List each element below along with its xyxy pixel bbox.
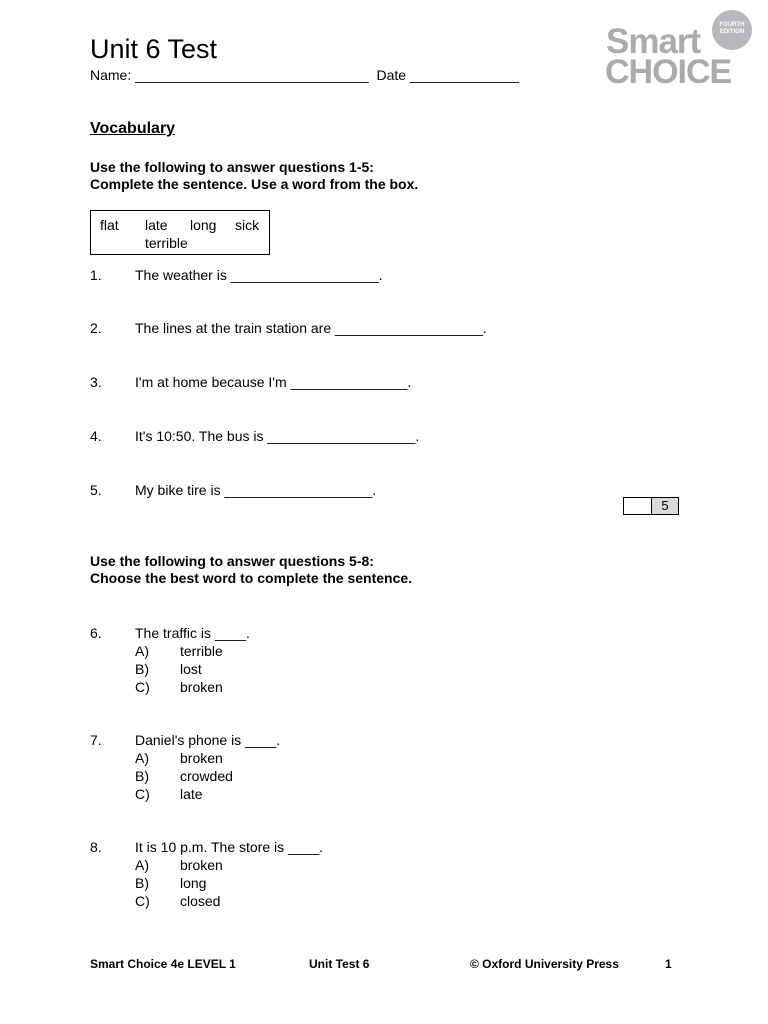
part1-instruction-line1: Use the following to answer questions 1-5:: [90, 159, 374, 175]
option-text: broken: [180, 857, 223, 873]
smart-choice-logo: [604, 10, 754, 90]
badge-line1: FOURTH: [719, 22, 745, 28]
date-blank: ______________: [409, 67, 519, 83]
option-text: lost: [180, 661, 202, 677]
word-box-item: long: [190, 217, 217, 233]
word-box-item: flat: [100, 217, 119, 233]
footer-unit: Unit Test 6: [309, 957, 370, 971]
question-text: Daniel's phone is ____.: [135, 732, 281, 748]
option-text: late: [180, 786, 203, 802]
question-number: 2.: [90, 320, 102, 336]
logo-word-choice: CHOICE: [605, 53, 732, 91]
option-letter: B): [135, 875, 149, 891]
question-number: 1.: [90, 267, 102, 283]
question-number: 8.: [90, 839, 102, 855]
question-text: The weather is ___________________.: [135, 267, 383, 283]
question-text: The lines at the train station are ___________________.: [135, 320, 487, 336]
name-label: Name:: [90, 67, 136, 83]
option-letter: C): [135, 679, 150, 695]
option-letter: C): [135, 893, 150, 909]
part2-instruction-line2: Choose the best word to complete the sentence.: [90, 570, 413, 586]
option-text: broken: [180, 679, 223, 695]
part2-instruction-line1: Use the following to answer questions 5-8:: [90, 553, 374, 569]
question-number: 5.: [90, 482, 102, 498]
question-number: 6.: [90, 625, 102, 641]
option-text: long: [180, 875, 207, 891]
word-box-item: terrible: [145, 235, 188, 251]
option-letter: C): [135, 786, 150, 802]
word-box-item: late: [145, 217, 168, 233]
edition-badge-icon: [712, 10, 752, 50]
option-letter: B): [135, 768, 149, 784]
option-text: crowded: [180, 768, 233, 784]
part1-instructions: [90, 159, 418, 193]
option-letter: A): [135, 750, 149, 766]
option-letter: B): [135, 661, 149, 677]
option-text: terrible: [180, 643, 223, 659]
question-text: It is 10 p.m. The store is ____.: [135, 839, 324, 855]
name-blank: ______________________________: [135, 67, 369, 83]
score-total: 5: [652, 498, 678, 514]
question-number: 7.: [90, 732, 102, 748]
score-box: [623, 497, 679, 515]
footer-page-number: 1: [665, 957, 672, 971]
question-text: I'm at home because I'm _______________.: [135, 374, 412, 390]
word-box: [90, 210, 270, 255]
option-letter: A): [135, 643, 149, 659]
page-title: Unit 6 Test: [90, 34, 218, 64]
question-text: My bike tire is ___________________.: [135, 482, 377, 498]
question-number: 4.: [90, 428, 102, 444]
part2-instructions: [90, 553, 412, 587]
badge-line2: EDITION: [719, 29, 745, 35]
option-text: broken: [180, 750, 223, 766]
section-title: Vocabulary: [90, 120, 176, 137]
footer-copyright: © Oxford University Press: [470, 957, 619, 971]
question-text: The traffic is ____.: [135, 625, 250, 641]
part1-instruction-line2: Complete the sentence. Use a word from the box.: [90, 176, 419, 192]
option-letter: A): [135, 857, 149, 873]
word-box-item: sick: [235, 217, 260, 233]
score-blank-cell[interactable]: [624, 498, 652, 514]
question-text: It's 10:50. The bus is ___________________.: [135, 428, 420, 444]
question-number: 3.: [90, 374, 102, 390]
footer-level: Smart Choice 4e LEVEL 1: [90, 957, 236, 971]
date-label: Date: [368, 67, 410, 83]
option-text: closed: [180, 893, 221, 909]
logo-word-smart: Smart: [606, 22, 701, 61]
name-date-row: [90, 66, 519, 84]
